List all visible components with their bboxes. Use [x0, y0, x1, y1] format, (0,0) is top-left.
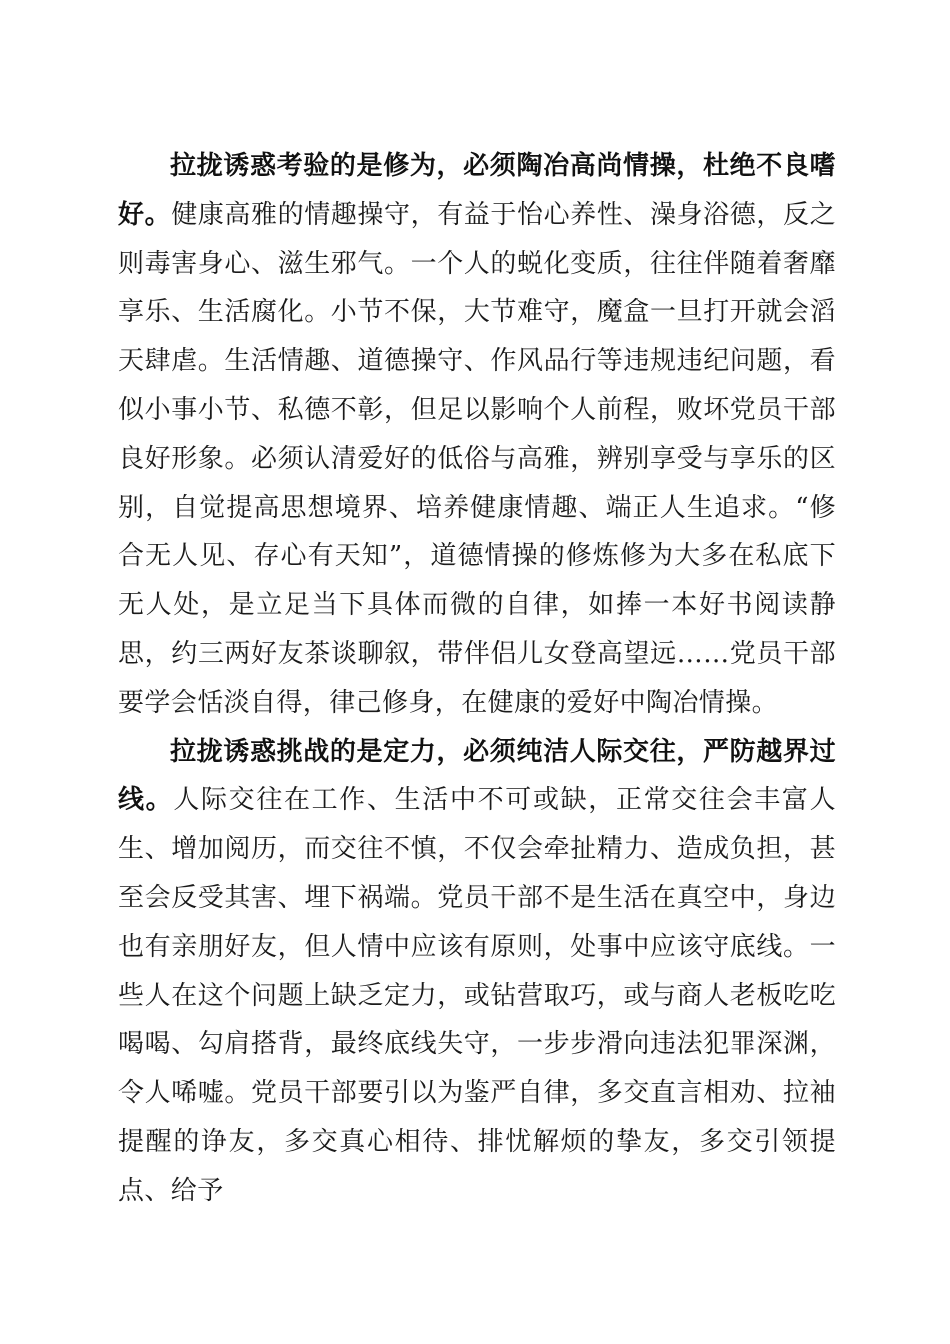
paragraph-heading: 拉拢诱惑考验的是修为，必须陶冶高尚情操，杜绝不良嗜好。	[118, 151, 836, 230]
paragraph-self-cultivation	[118, 142, 836, 728]
paragraph-heading: 拉拢诱惑挑战的是定力，必须纯洁人际交往，严防越界过线。	[118, 736, 836, 816]
paragraph-social-relations	[118, 728, 836, 1216]
paragraph-text: 人际交往在工作、生活中不可或缺，正常交往会丰富人生、增加阅历，而交往不慎，不仅会牵扯精力、造成负担，甚至会反受其害、埋下祸端。党员干部不是生活在真空中，身边也有亲朋好友，但人情中应该有原则，处事中应该守底线。一些人在这个问题上缺乏定力，或钻营取巧，或与商人老板吃吃喝喝、勾肩搭背，最终底线失守，一步步滑向违法犯罪深渊，令人唏嘘。党员干部要引以为鉴严自律，多交直言相劝、拉袖提醒的诤友，多交真心相待、排忧解烦的挚友，多交引领提点、给予	[118, 785, 836, 1206]
paragraph-text: 健康高雅的情趣操守，有益于怡心养性、澡身浴德，反之则毒害身心、滋生邪气。一个人的蜕化变质，往往伴随着奢靡享乐、生活腐化。小节不保，大节难守，魔盒一旦打开就会滔天肆虐。生活情趣、道德操守、作风品行等违规违纪问题，看似小事小节、私德不彰，但足以影响个人前程，败坏党员干部良好形象。必须认清爱好的低俗与高雅，辨别享受与享乐的区别，自觉提高思想境界、培养健康情趣、端正人生追求。“修合无人见、存心有天知”，道德情操的修炼修为大多在私底下无人处，是立足当下具体而微的自律，如捧一本好书阅读静思，约三两好友茶谈聊叙，带伴侣儿女登高望远……党员干部要学会恬淡自得，律己修身，在健康的爱好中陶冶情操。	[118, 199, 836, 718]
document-body	[118, 142, 836, 1216]
